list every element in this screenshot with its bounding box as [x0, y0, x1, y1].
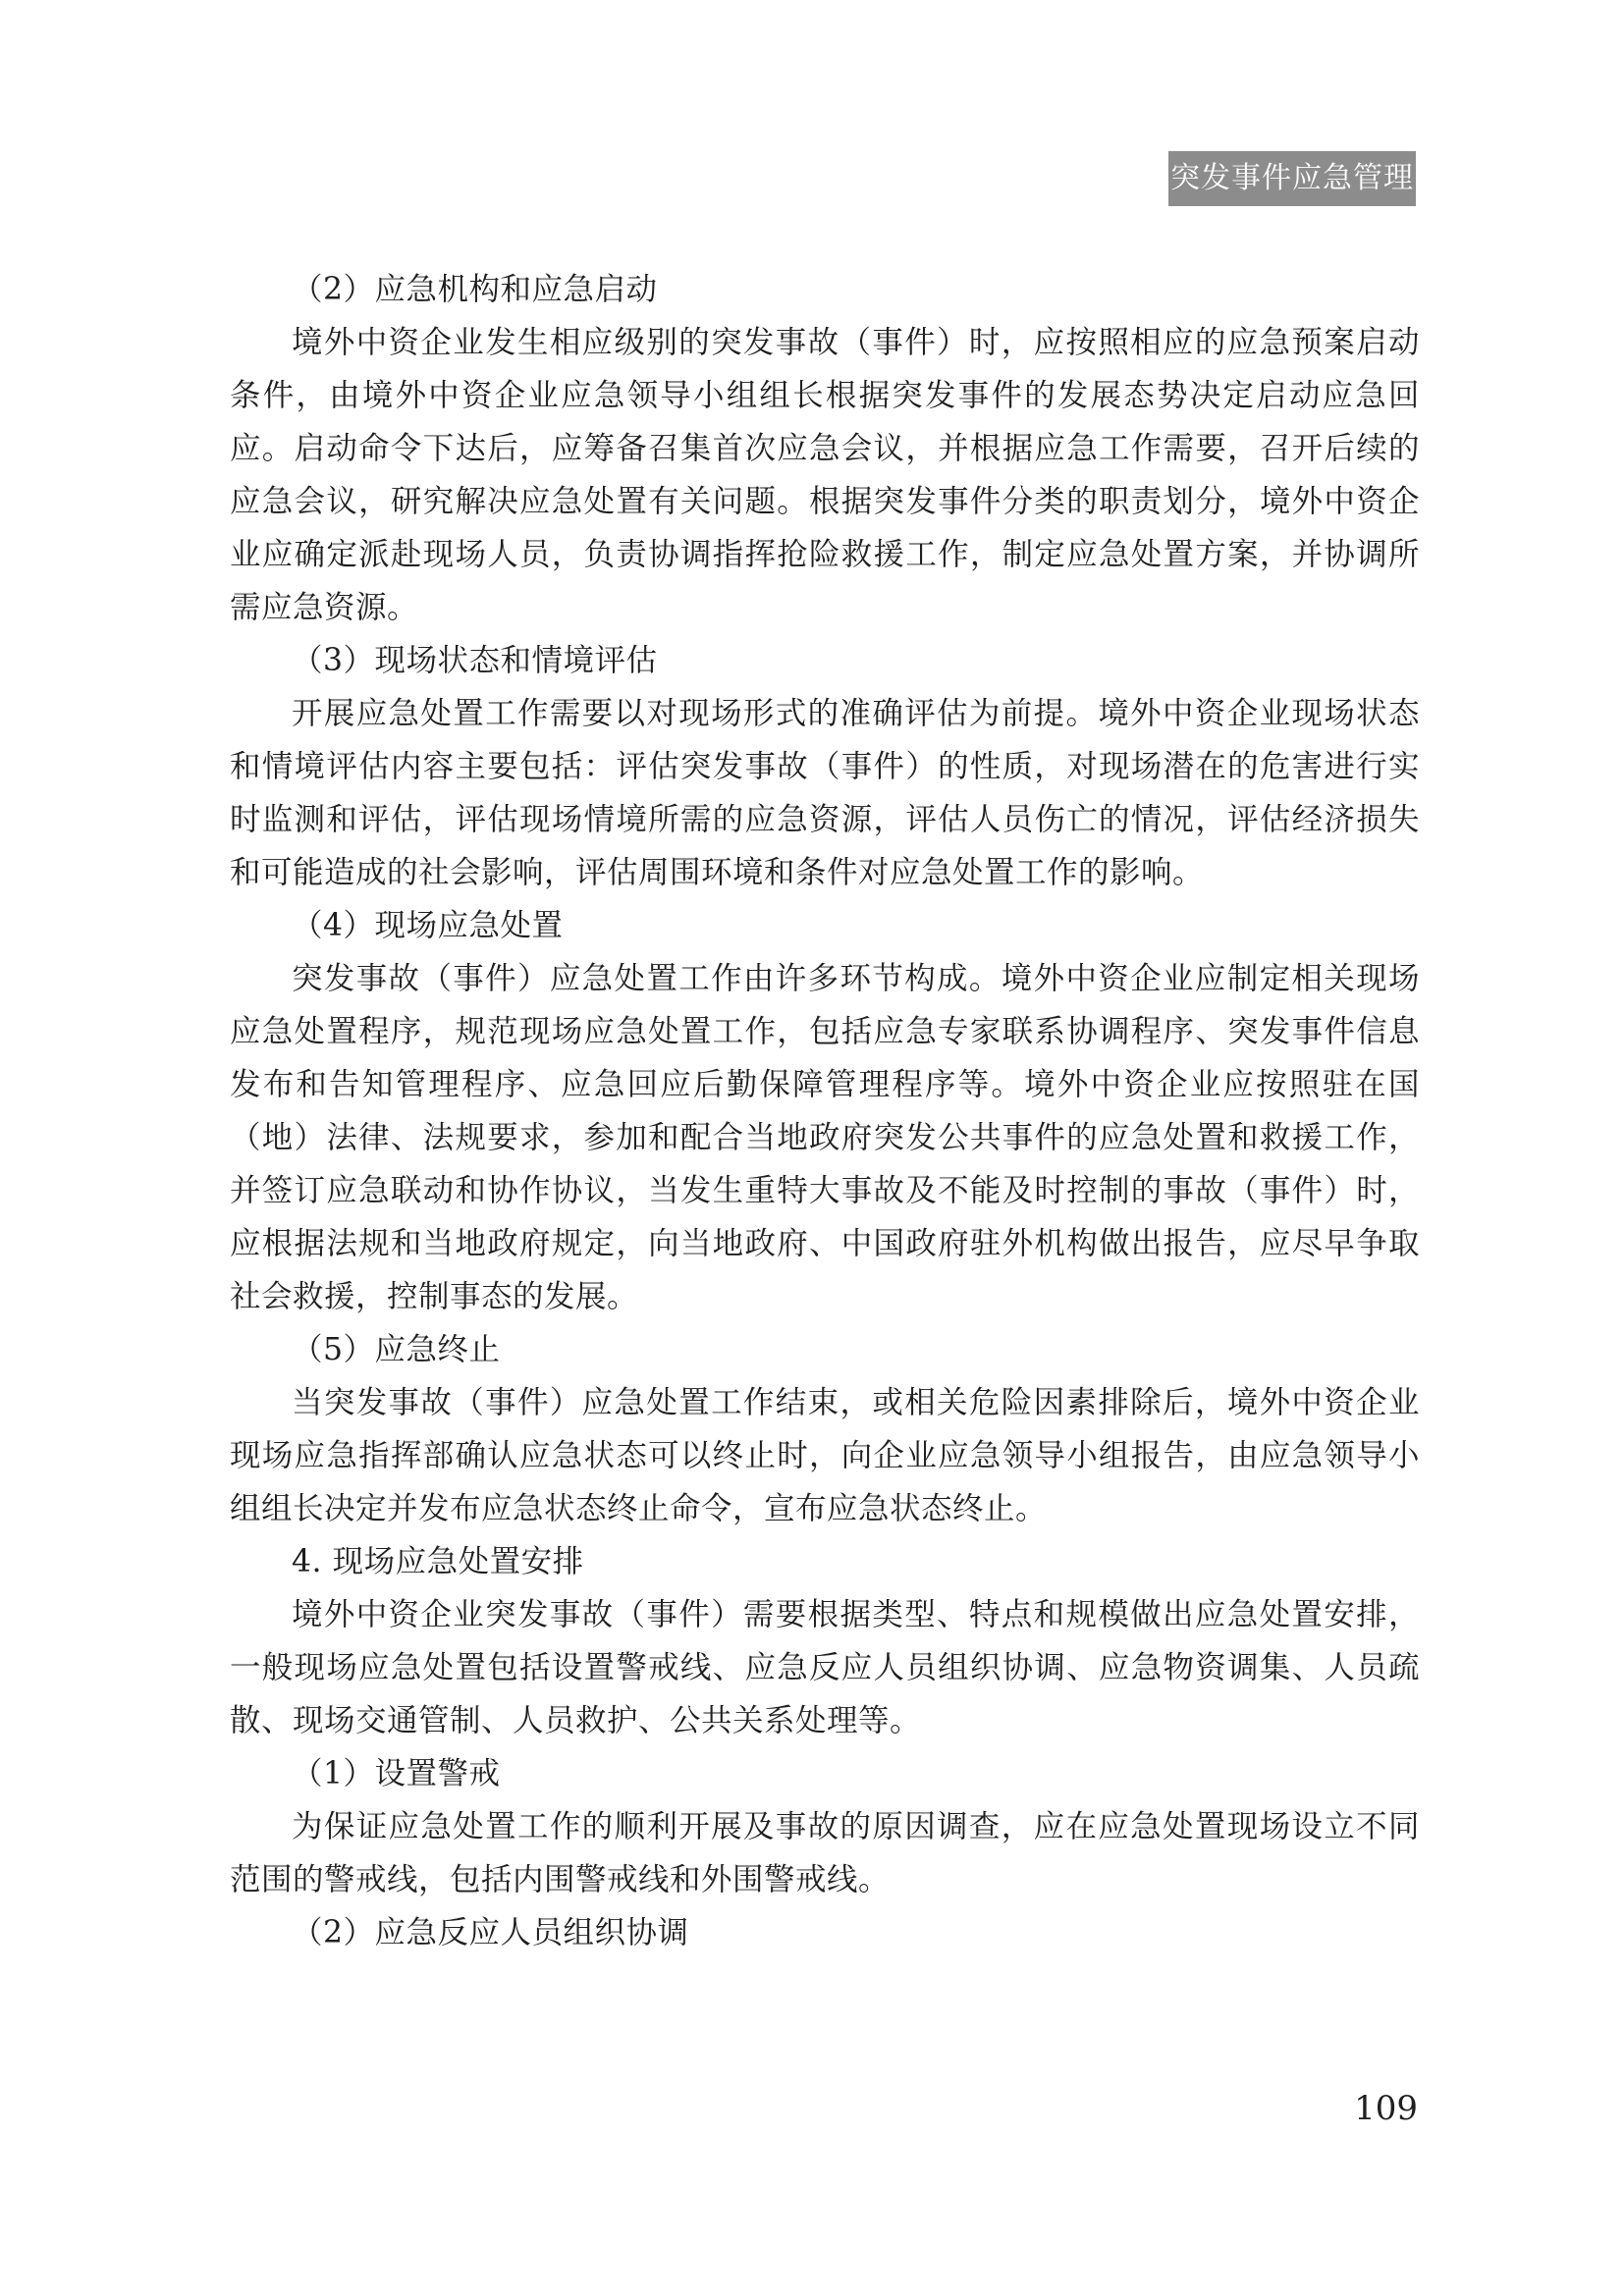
paragraph: 境外中资企业发生相应级别的突发事故（事件）时，应按照相应的应急预案启动条件，由境外中资企业应急领导小组组长根据突发事件的发展态势决定启动应急回应。启动命令下达后，应筹备召集首次应急会议，并根据应急工作需要，召开后续的应急会议，研究解决应急处置有关问题。根据突发事件分类的职责划分，境外中资企业应确定派赴现场人员，负责协调指挥抢险救援工作，制定应急处置方案，并协调所需应急资源。: [230, 325, 1420, 625]
paragraph: 突发事故（事件）应急处置工作由许多环节构成。境外中资企业应制定相关现场应急处置程序，规范现场应急处置工作，包括应急专家联系协调程序、突发事件信息发布和告知管理程序、应急回应后勤保障管理程序等。境外中资企业应按照驻在国（地）法律、法规要求，参加和配合当地政府突发公共事件的应急处置和救援工作，并签订应急联动和协作协议，当发生重特大事故及不能及时控制的事故（事件）时，应根据法规和当地政府规定，向当地政府、中国政府驻外机构做出报告，应尽早争取社会救援，控制事态的发展。: [230, 961, 1420, 1314]
subsection-heading: （4）现场应急处置: [292, 908, 564, 943]
subsection-heading: （1）设置警戒: [292, 1756, 501, 1791]
chapter-title-tab: 突发事件应急管理: [1168, 151, 1416, 206]
paragraph: 当突发事故（事件）应急处置工作结束，或相关危险因素排除后，境外中资企业现场应急指挥部确认应急状态可以终止时，向企业应急领导小组报告，由应急领导小组组长决定并发布应急状态终止命令，宣布应急状态终止。: [230, 1385, 1420, 1526]
paragraph: 开展应急处置工作需要以对现场形式的准确评估为前提。境外中资企业现场状态和情境评估内容主要包括：评估突发事故（事件）的性质，对现场潜在的危害进行实时监测和评估，评估现场情境所需的应急资源，评估人员伤亡的情况，评估经济损失和可能造成的社会影响，评估周围环境和条件对应急处置工作的影响。: [230, 696, 1420, 890]
paragraph: 境外中资企业突发事故（事件）需要根据类型、特点和规模做出应急处置安排，一般现场应急处置包括设置警戒线、应急反应人员组织协调、应急物资调集、人员疏散、现场交通管制、人员救护、公共关系处理等。: [230, 1597, 1420, 1738]
section-heading: 4. 现场应急处置安排: [292, 1544, 584, 1579]
paragraph: 为保证应急处置工作的顺利开展及事故的原因调查，应在应急处置现场设立不同范围的警戒线，包括内围警戒线和外围警戒线。: [230, 1809, 1420, 1897]
subsection-heading: （5）应急终止: [292, 1332, 501, 1367]
body-text: [230, 263, 1420, 1959]
subsection-heading: （2）应急反应人员组织协调: [292, 1915, 689, 1950]
page-number: 109: [1354, 2089, 1418, 2128]
subsection-heading: （3）现场状态和情境评估: [292, 643, 658, 678]
subsection-heading: （2）应急机构和应急启动: [292, 272, 658, 307]
